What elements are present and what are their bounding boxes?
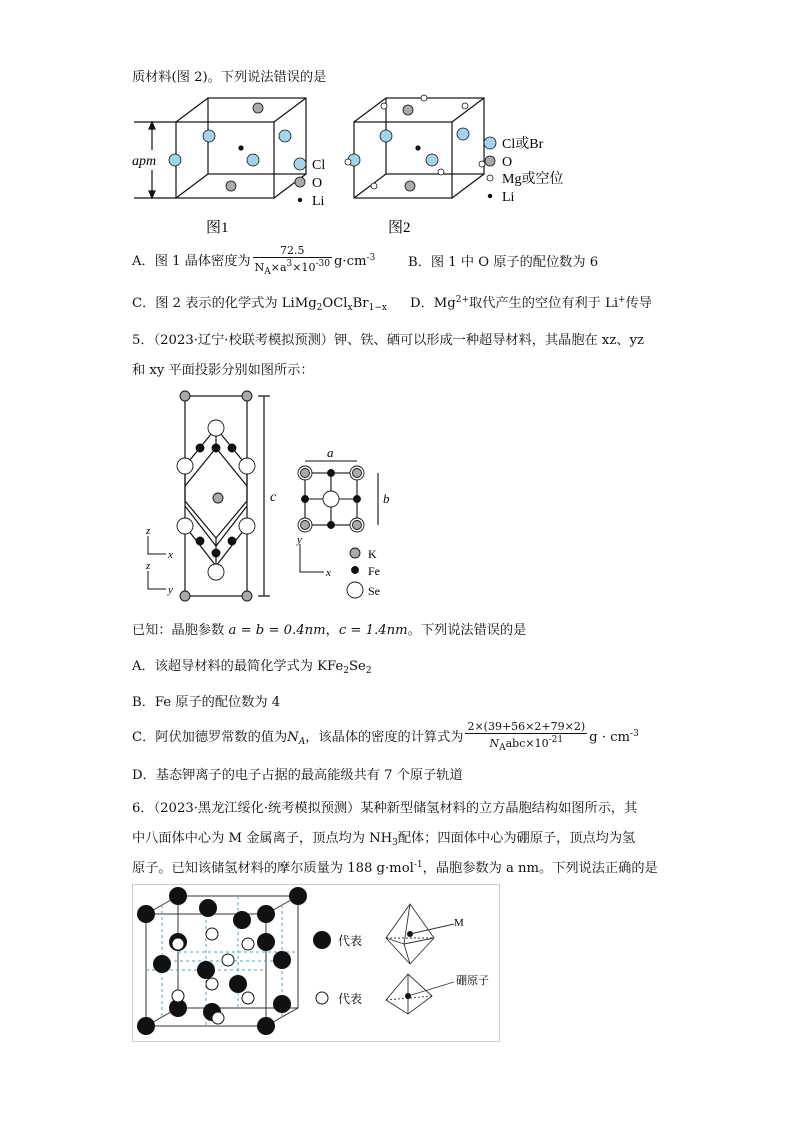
label-a: a — [327, 445, 334, 460]
legend-white: 代表 — [338, 992, 363, 1006]
crystal-projection-q5 — [140, 386, 420, 608]
octahedron — [386, 904, 454, 964]
axis-z-2: z — [146, 560, 151, 572]
label-boron: 硼原子 — [456, 975, 489, 987]
apm-label: apm — [132, 154, 157, 169]
fig2-legend — [484, 136, 563, 205]
axis-y-2: y — [297, 534, 302, 546]
q4-option-d: D．$Mg^{2+}$取代产生的空位有利于 Li+传导 — [410, 295, 652, 311]
legend-fe: Fe — [368, 564, 380, 578]
q5-stem-1: 5．（2023·辽宁·校联考模拟预测）钾、铁、硒可以形成一种超导材料，其晶胞在 xz、yz — [132, 333, 644, 348]
caption-fig2: 图2 — [388, 220, 411, 236]
density-fraction: $\frac{72.5}{N_A\times a^3\times 10^{-30}}$ — [254, 244, 330, 277]
label-b: b — [383, 491, 390, 506]
fig1-atoms — [169, 103, 291, 191]
q4-option-b: B．图 1 中 O 原子的配位数为 6 — [408, 255, 599, 270]
q5-known: 已知：晶胞参数 a = b = 0.4nm，c = 1.4nm。下列说法错误的是 — [132, 623, 527, 638]
q5-stem-2: 和 xy 平面投影分别如图所示： — [132, 363, 314, 378]
legend-li: Li — [312, 194, 325, 209]
fig2-atoms — [345, 95, 485, 191]
crystal-figures-q4 — [128, 88, 598, 238]
density-expression: $\frac{2\times(39+56\times 2+79\times 2)}{N_Aabc\times 10^{-21}}$ — [467, 720, 586, 753]
caption-fig1: 图1 — [206, 220, 229, 236]
legend-cl: Cl — [312, 158, 326, 173]
q5-option-d: D．基态钾离子的电子占据的最高能级共有 7 个原子轨道 — [132, 768, 463, 783]
q5-option-c: C．阿伏加德罗常数的值为$N_A$，该晶体的密度的计算式为 $\frac{2\times(39+56\times 2+79\times 2)}{N_Aabc\times 10^{-21}}$ $g \cdot cm^{-3}$ — [132, 720, 639, 753]
q4-option-c: C．图 2 表示的化学式为 $LiMg_2OCl_xBr_{1-x}$ — [132, 296, 387, 313]
axis-x-2: x — [326, 567, 331, 579]
q4-option-a: A．图 1 晶体密度为 $\frac{72.5}{N_A\times a^3\times 10^{-30}}$ $g\cdot cm^{-3}$ — [132, 244, 376, 277]
fig1-cube — [134, 98, 306, 198]
legend2-o: O — [502, 155, 513, 170]
legend-se: Se — [368, 584, 380, 598]
q6-line-1: 6．（2023·黑龙江绥化·统考模拟预测）某种新型储氢材料的立方晶胞结构如图所示，其 — [132, 801, 638, 816]
tetrahedron — [386, 974, 454, 1014]
q6-legend — [313, 931, 362, 1006]
legend2-clbr: Cl或Br — [502, 137, 544, 152]
axis-x-1: x — [168, 549, 173, 561]
axis-z-1: z — [146, 525, 151, 537]
crystal-figure-q6 — [132, 884, 500, 1042]
legend-black: 代表 — [338, 934, 363, 948]
fig1-legend — [294, 158, 325, 209]
legend-k: K — [368, 547, 377, 561]
legend-o: O — [312, 176, 323, 191]
q6-line-3: 原子。已知该储氢材料的摩尔质量为 188 g·mol$^{-1}$，晶胞参数为 a nm。下列说法正确的是 — [132, 860, 658, 876]
q5-option-a: A．该超导材料的最简化学式为 $KFe_2Se_2$ — [132, 659, 372, 676]
label-m: M — [454, 917, 464, 929]
legend2-mg: Mg或空位 — [502, 172, 564, 187]
q5-option-b: B．Fe 原子的配位数为 4 — [132, 695, 281, 710]
axis-y-1: y — [168, 584, 173, 596]
legend2-li: Li — [502, 190, 515, 205]
intro-line: 质材料(图 2)。下列说法错误的是 — [132, 70, 327, 85]
label-c: c — [270, 490, 277, 505]
q6-line-2: 中八面体中心为 M 金属离子，顶点均为 $NH_3$配体；四面体中心为硼原子，顶点均为氢 — [132, 831, 636, 848]
